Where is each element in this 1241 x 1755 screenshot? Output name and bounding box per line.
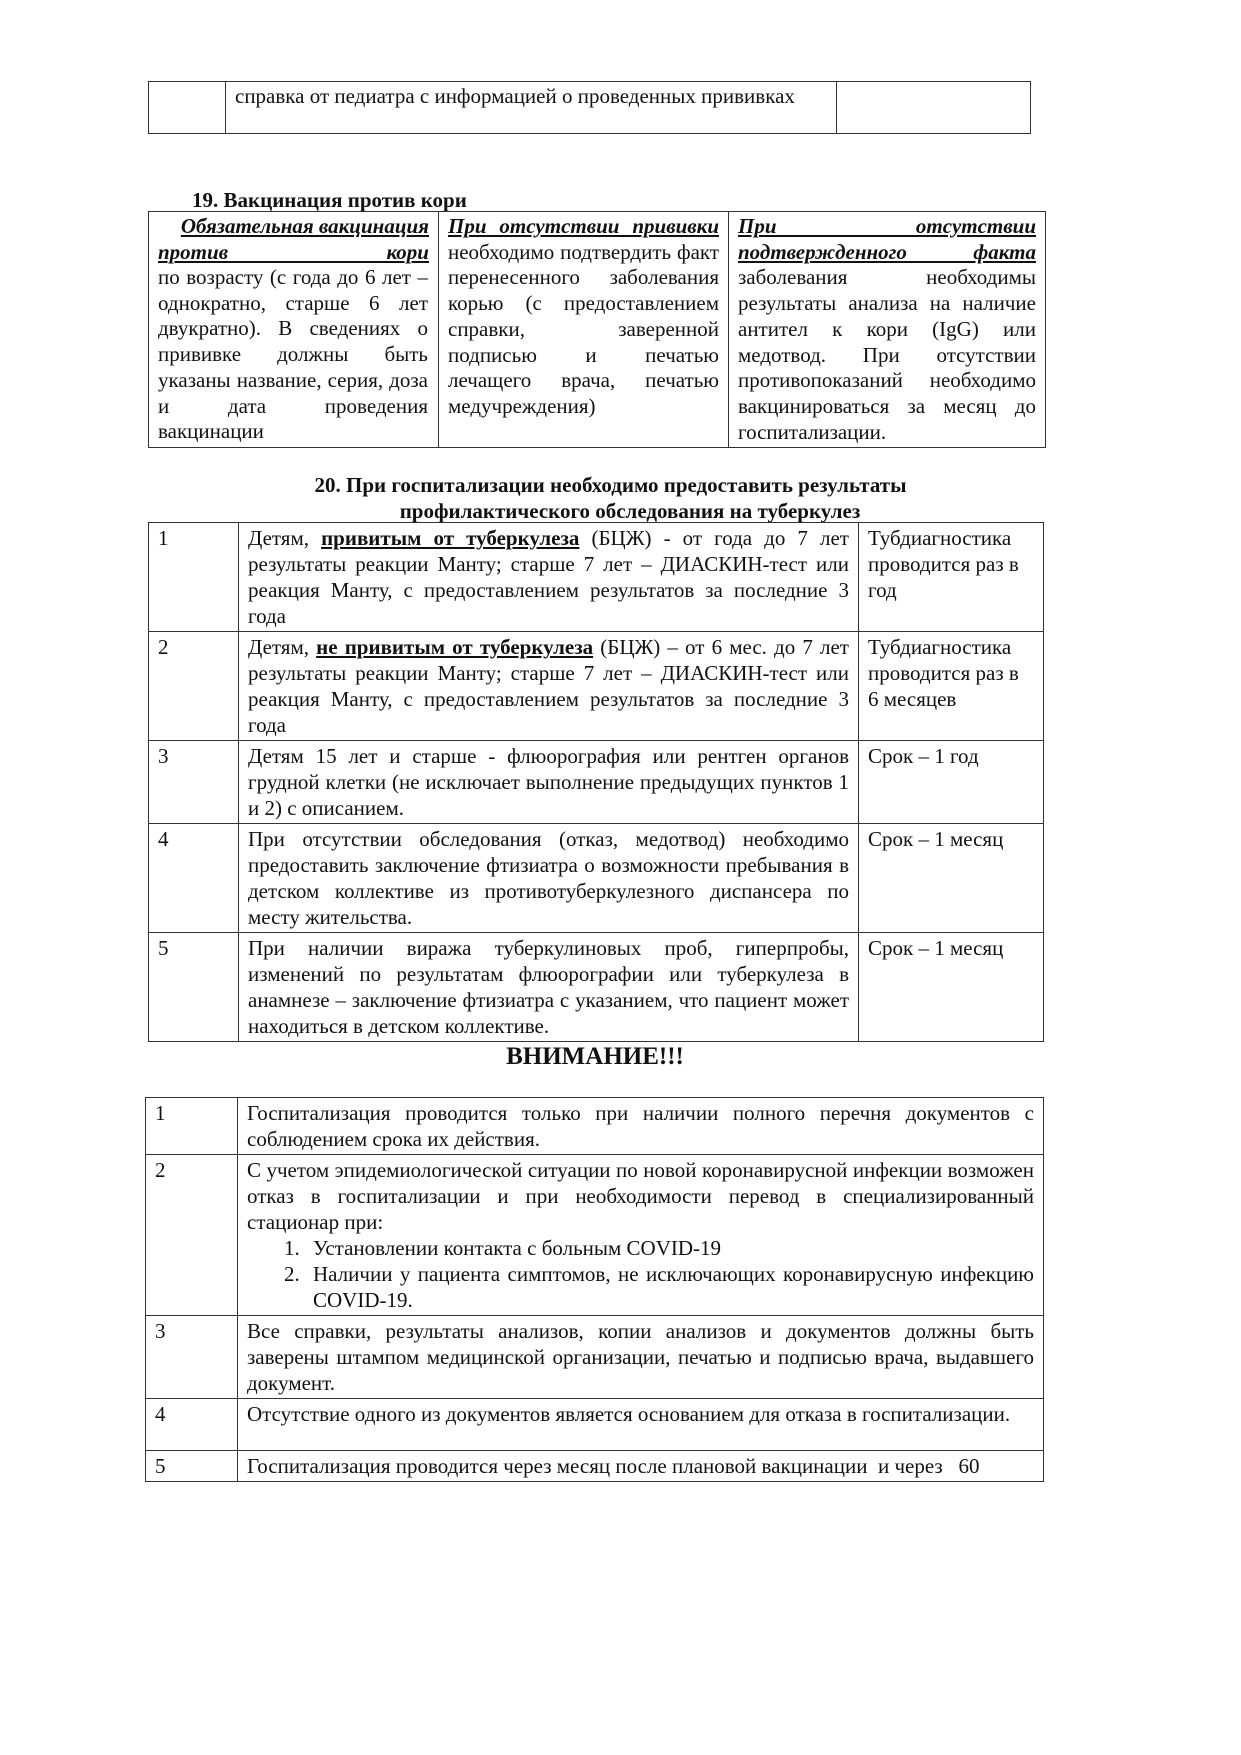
table-row bbox=[149, 824, 1044, 933]
row-text: Госпитализация проводится только при наличии полного перечня документов с соблюдением срока их действия. bbox=[238, 1098, 1044, 1155]
row-text: При наличии виража туберкулиновых проб, гиперпробы, изменений по результатам флюорографии или туберкулеза в анамнезе – заключение фтизиатра с указанием, что пациент может находиться в детском коллективе. bbox=[239, 933, 859, 1042]
table-row bbox=[149, 632, 1044, 741]
table-row bbox=[149, 523, 1044, 632]
row-number: 5 bbox=[146, 1451, 238, 1482]
row-number: 3 bbox=[149, 741, 239, 824]
row-text: Детям, не привитым от туберкулеза (БЦЖ) – от 6 мес. до 7 лет результаты реакции Манту; старше 7 лет – ДИАСКИН-тест или реакция Манту, с предоставлением результатов за последние 3 года bbox=[239, 632, 859, 741]
cell-lead: При отсутствии прививки bbox=[448, 214, 719, 238]
no-vaccination-cell bbox=[439, 212, 729, 448]
row-period: Срок – 1 месяц bbox=[859, 824, 1044, 933]
row-number: 4 bbox=[149, 824, 239, 933]
row-text: Детям 15 лет и старше - флюорография или рентген органов грудной клетки (не исключает выполнение предыдущих пунктов 1 и 2) с описанием. bbox=[239, 741, 859, 824]
row-text: Все справки, результаты анализов, копии анализов и документов должны быть заверены штампом медицинской организации, печатью и подписью врача, выдавшего документ. bbox=[238, 1316, 1044, 1399]
row-text: С учетом эпидемиологической ситуации по новой коронавирусной инфекции возможен отказ в госпитализации и при необходимости перевод в специализированный стационар при: 1. Установлении контакта с больным COVID-19 2. Наличии у пациента симптомов, не исключающих коронавирусную инфекцию COVID-19. bbox=[238, 1155, 1044, 1316]
no-confirmed-disease-cell bbox=[729, 212, 1046, 448]
row-text: Отсутствие одного из документов является основанием для отказа в госпитализации. bbox=[238, 1399, 1044, 1451]
row-number: 1 bbox=[149, 523, 239, 632]
table-row bbox=[149, 741, 1044, 824]
list-item: 2. Наличии у пациента симптомов, не исключающих коронавирусную инфекцию COVID-19. bbox=[305, 1261, 1034, 1313]
section-20-heading-line2: профилактического обследования на туберкулез bbox=[399, 499, 861, 523]
table-row bbox=[146, 1316, 1044, 1399]
row-period: Тубдиагностика проводится раз в 6 месяцев bbox=[859, 632, 1044, 741]
cell-text: заболевания необходимы результаты анализа на наличие антител к кори (IgG) или медотвод. При отсутствии противопоказаний необходимо вакцинироваться за месяц до госпитализации. bbox=[738, 265, 1036, 444]
emphasis: привитым от туберкулеза bbox=[321, 526, 580, 550]
row-text: Госпитализация проводится через месяц после плановой вакцинации и через 60 bbox=[238, 1451, 1044, 1482]
row-period: Тубдиагностика проводится раз в год bbox=[859, 523, 1044, 632]
mandatory-vaccination-text: по возрасту (с года до 6 лет –однократно, старше 6 лет двукратно). В сведениях о прививке должны быть указаны название, серия, доза и дата проведения вакцинации bbox=[158, 265, 428, 444]
section-20-heading-line1: 20. При госпитализации необходимо предоставить результаты bbox=[314, 473, 907, 497]
row-number: 3 bbox=[146, 1316, 238, 1399]
row-number: 5 bbox=[149, 933, 239, 1042]
row-number: 1 bbox=[146, 1098, 238, 1155]
table-row bbox=[146, 1098, 1044, 1155]
tuberculosis-table bbox=[148, 522, 1044, 1042]
row-text: справка от педиатра с информацией о проведенных прививках bbox=[226, 82, 837, 134]
table-row bbox=[146, 1451, 1044, 1482]
table-row bbox=[149, 933, 1044, 1042]
row-note bbox=[837, 82, 1031, 134]
conditions-list bbox=[247, 1235, 1034, 1313]
row-number: 4 bbox=[146, 1399, 238, 1451]
cell-lead: Обязательная вакцинация против кори bbox=[158, 214, 429, 264]
row-number: 2 bbox=[146, 1155, 238, 1316]
table-row bbox=[149, 82, 1031, 134]
table-row bbox=[146, 1399, 1044, 1451]
row-period: Срок – 1 год bbox=[859, 741, 1044, 824]
row-number: 2 bbox=[149, 632, 239, 741]
attention-heading: ВНИМАНИЕ!!! bbox=[506, 1043, 684, 1070]
cell-text: необходимо подтвердить факт перенесенного заболевания корью (с предоставлением справки, заверенной подписью и печатью лечащего врача, печатью медучреждения) bbox=[448, 239, 719, 418]
top-table bbox=[148, 81, 1031, 134]
row-number bbox=[149, 82, 226, 134]
row-text: При отсутствии обследования (отказ, медотвод) необходимо предоставить заключение фтизиатра о возможности пребывания в детском коллективе из противотуберкулезного диспансера по месту жительства. bbox=[239, 824, 859, 933]
table-row bbox=[146, 1155, 1044, 1316]
cell-lead: При отсутствии подтвержденного факта bbox=[738, 214, 1036, 264]
list-item: 1. Установлении контакта с больным COVID-19 bbox=[305, 1235, 1034, 1261]
emphasis: не привитым от туберкулеза bbox=[316, 635, 594, 659]
attention-table bbox=[145, 1097, 1044, 1482]
row-period: Срок – 1 месяц bbox=[859, 933, 1044, 1042]
section-19-heading: 19. Вакцинация против кори bbox=[192, 188, 467, 212]
row-text: Детям, привитым от туберкулеза (БЦЖ) - от года до 7 лет результаты реакции Манту; старше 7 лет – ДИАСКИН-тест или реакция Манту, с предоставлением результатов за последние 3 года bbox=[239, 523, 859, 632]
